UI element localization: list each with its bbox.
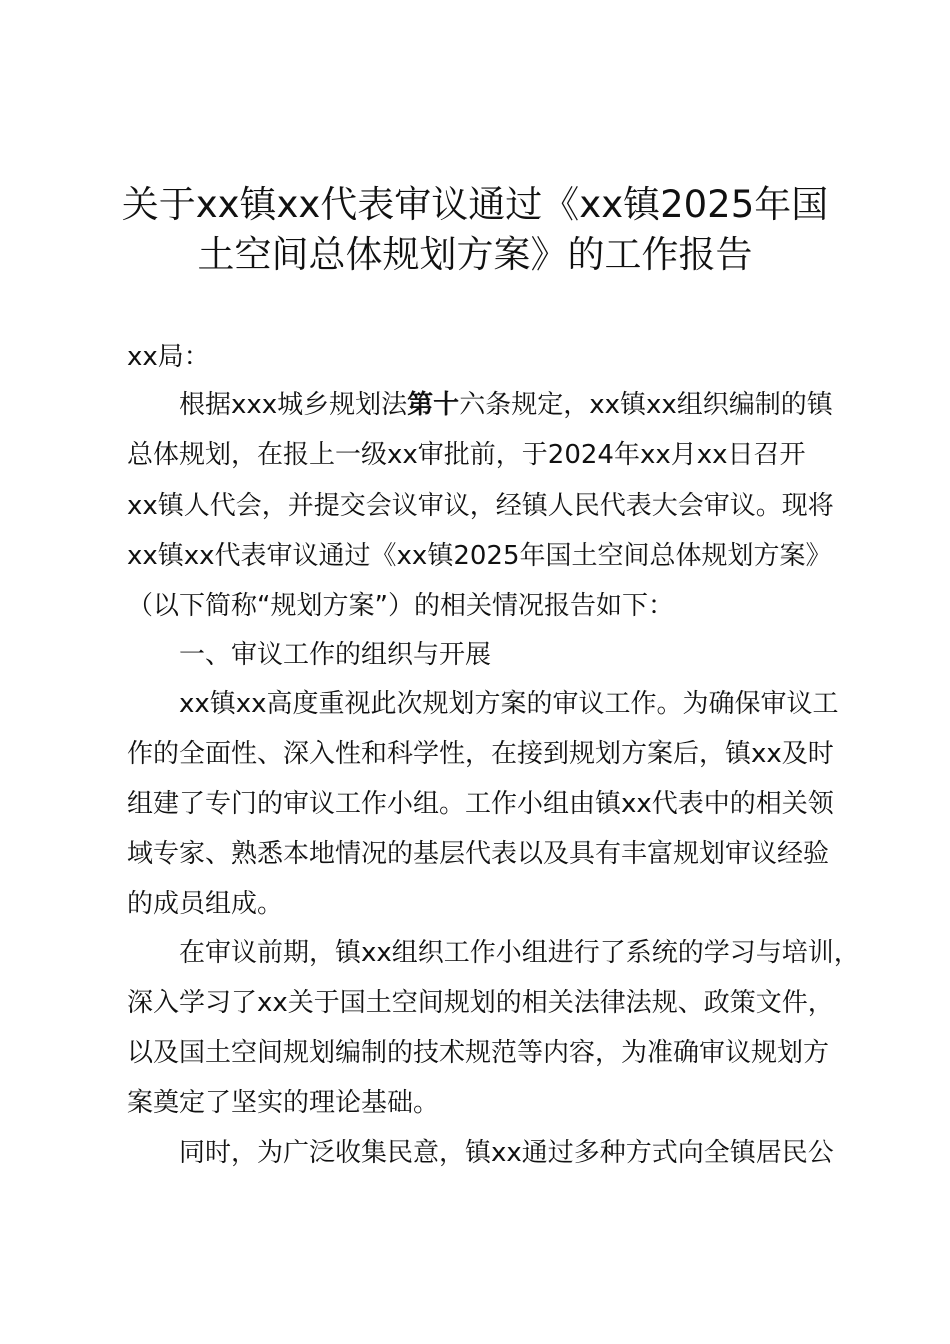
paragraph-2-line-1: xx镇xx高度重视此次规划方案的审议工作。为确保审议工: [179, 689, 839, 719]
paragraph-3-line-4: 案奠定了坚实的理论基础。: [127, 1088, 440, 1118]
salutation: xx局：: [127, 342, 210, 372]
paragraph-2-line-5: 的成员组成。: [127, 889, 284, 919]
paragraph-1-line-1-part-b: 六条规定，xx镇xx组织编制的镇: [459, 390, 833, 420]
paragraph-3-line-2: 深入学习了xx关于国土空间规划的相关法律法规、政策文件，: [127, 988, 834, 1018]
paragraph-1-line-1-bold: 第十: [407, 390, 460, 420]
paragraph-1-line-1: [179, 387, 833, 423]
paragraph-1-line-5: （以下简称“规划方案”）的相关情况报告如下：: [127, 591, 674, 621]
paragraph-2-line-4: 域专家、熟悉本地情况的基层代表以及具有丰富规划审议经验: [127, 839, 830, 869]
paragraph-1-line-4: xx镇xx代表审议通过《xx镇2025年国土空间总体规划方案》: [127, 541, 832, 571]
paragraph-3-line-3: 以及国土空间规划编制的技术规范等内容，为准确审议规划方: [127, 1038, 830, 1068]
document-title-line-1: 关于xx镇xx代表审议通过《xx镇2025年国: [121, 183, 829, 226]
paragraph-3-line-1: 在审议前期，镇xx组织工作小组进行了系统的学习与培训，: [179, 938, 860, 968]
paragraph-2-line-3: 组建了专门的审议工作小组。工作小组由镇xx代表中的相关领: [127, 789, 834, 819]
paragraph-2-line-2: 作的全面性、深入性和科学性，在接到规划方案后，镇xx及时: [127, 739, 834, 769]
document-title-line-2: 土空间总体规划方案》的工作报告: [197, 233, 753, 276]
section-heading-1: 一、审议工作的组织与开展: [179, 640, 492, 670]
paragraph-1-line-2: 总体规划，在报上一级xx审批前，于2024年xx月xx日召开: [127, 440, 806, 470]
paragraph-4-line-1: 同时，为广泛收集民意，镇xx通过多种方式向全镇居民公: [179, 1138, 834, 1168]
paragraph-1-line-3: xx镇人代会，并提交会议审议，经镇人民代表大会审议。现将: [127, 491, 834, 521]
paragraph-1-line-1-part-a: 根据xxx城乡规划法: [179, 390, 408, 420]
